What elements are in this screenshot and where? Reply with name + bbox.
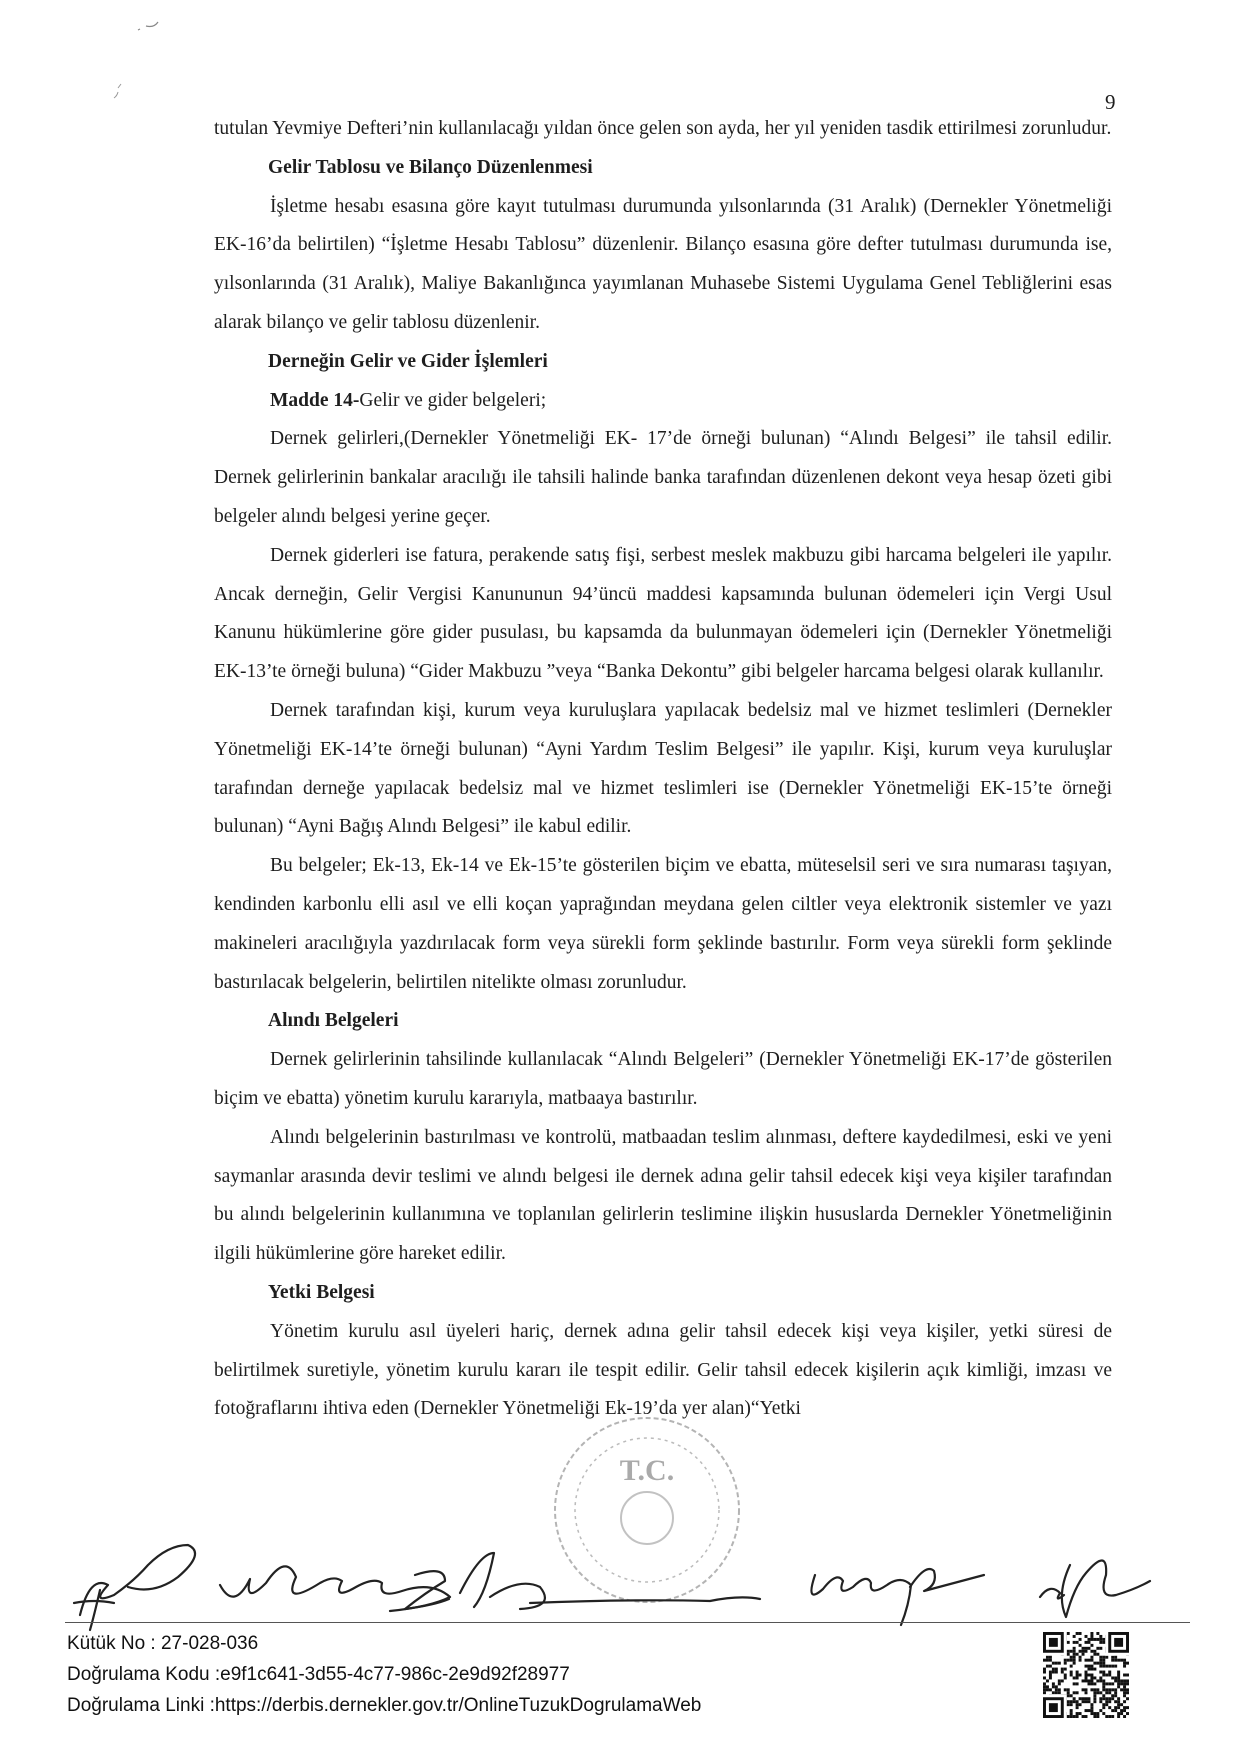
registry-number: Kütük No : 27-028-036 — [67, 1633, 259, 1654]
section-heading: Gelir Tablosu ve Bilanço Düzenlenmesi — [268, 156, 593, 178]
paragraph: Yönetim kurulu asıl üyeleri hariç, dernek adına gelir tahsil edecek kişi veya kişiler, yetki süresi de belirtilmek suretiyle, yönetim kurulu kararı ile tespit edilir. Gelir tahsil edecek kişilerin açık kimliği, imzası ve fotoğraflarını ihtiva eden (Dernekler Yönetmeliği Ek-19’da yer alan)“Yetki — [214, 1320, 1112, 1420]
verification-footer — [67, 1628, 701, 1721]
verification-link[interactable]: Doğrulama Linki :https://derbis.dernekler.gov.tr/OnlineTuzukDogrulamaWeb — [67, 1695, 702, 1716]
article-number: Madde 14- — [270, 389, 360, 411]
article-line — [214, 382, 1112, 421]
paragraph: İşletme hesabı esasına göre kayıt tutulması durumunda yılsonlarında (31 Aralık) (Dernekler Yönetmeliği EK-16’da belirtilen) “İşletme Hesabı Tablosu” düzenlenir. Bilanço esasına göre defter tutulması durumunda ise, yılsonlarında (31 Aralık), Maliye Bakanlığınca yayımlanan Muhasebe Sistemi Uygulama Genel Tebliğlerini esas alarak bilanço ve gelir tablosu düzenlenir. — [214, 195, 1112, 333]
paragraph: Dernek gelirleri,(Dernekler Yönetmeliği EK- 17’de örneği bulunan) “Alındı Belgesi” ile tahsil edilir. Dernek gelirlerinin bankalar aracılığı ile tahsili halinde banka tarafından düzenlenen dekont veya hesap özeti gibi belgeler alındı belgesi yerine geçer. — [214, 428, 1112, 527]
signatures — [60, 1505, 1180, 1635]
qr-code-icon — [1043, 1632, 1129, 1718]
seal-text: T.C. — [619, 1454, 675, 1487]
verification-code: Doğrulama Kodu :e9f1c641-3d55-4c77-986c-2e9d92f28977 — [67, 1664, 570, 1685]
article-title: Gelir ve gider belgeleri; — [359, 389, 547, 411]
paragraph: Bu belgeler; Ek-13, Ek-14 ve Ek-15’te gösterilen biçim ve ebatta, müteselsil seri ve sıra numarası taşıyan, kendinden karbonlu elli asıl ve elli koçan yaprağından meydana gelen ciltler veya elektronik sistemler ve yazı makineleri aracılığıyla yazdırılacak form veya sürekli form şeklinde bastırılır. Form veya sürekli form şeklinde bastırılacak belgelerin, belirtilen nitelikte olması zorunludur. — [214, 855, 1112, 993]
section-heading: Derneğin Gelir ve Gider İşlemleri — [268, 350, 548, 372]
section-heading: Alındı Belgeleri — [268, 1010, 399, 1032]
document-body — [214, 110, 1112, 1429]
margin-scribble — [108, 18, 168, 103]
paragraph: Dernek giderleri ise fatura, perakende satış fişi, serbest meslek makbuzu gibi harcama belgeleri ile yapılır. Ancak derneğin, Gelir Vergisi Kanununun 94’üncü maddesi kapsamında bulunan ödemeleri için Vergi Usul Kanunu hükümlerine göre gider pusulası, bu kapsamda da bulunmayan ödemeleri için (Dernekler Yönetmeliği EK-13’te örneği buluna) “Gider Makbuzu ”veya “Banka Dekontu” gibi belgeler harcama belgesi olarak kullanılır. — [214, 544, 1112, 683]
section-heading: Yetki Belgesi — [268, 1281, 375, 1303]
paragraph: Alındı belgelerinin bastırılması ve kontrolü, matbaadan teslim alınması, deftere kaydedilmesi, eski ve yeni saymanlar arasında devir teslimi ve alındı belgesi ile dernek adına gelir tahsil edecek kişi veya kişiler tarafından bu alındı belgelerinin kullanımına ve toplanılan gelirlerin teslimine ilişkin hususlarda Dernekler Yönetmeliğinin ilgili hükümlerine göre hareket edilir. — [214, 1126, 1112, 1265]
paragraph: Dernek gelirlerinin tahsilinde kullanılacak “Alındı Belgeleri” (Dernekler Yönetmeliği EK-17’de gösterilen biçim ve ebatta) yönetim kurulu kararıyla, matbaaya bastırılır. — [214, 1049, 1112, 1109]
paragraph: tutulan Yevmiye Defteri’nin kullanılacağı yıldan önce gelen son ayda, her yıl yeniden tasdik ettirilmesi zorunludur. — [214, 118, 1112, 139]
footer-divider — [65, 1622, 1190, 1623]
page-number: 9 — [1105, 90, 1116, 114]
paragraph: Dernek tarafından kişi, kurum veya kuruluşlara yapılacak bedelsiz mal ve hizmet teslimleri (Dernekler Yönetmeliği EK-14’te örneği bulunan) “Ayni Yardım Teslim Belgesi” ile yapılır. Kişi, kurum veya kuruluşlar tarafından derneğe yapılacak bedelsiz mal ve hizmet teslimleri ise (Dernekler Yönetmeliği EK-15’te örneği bulunan) “Ayni Bağış Alındı Belgesi” ile kabul edilir. — [214, 699, 1112, 838]
